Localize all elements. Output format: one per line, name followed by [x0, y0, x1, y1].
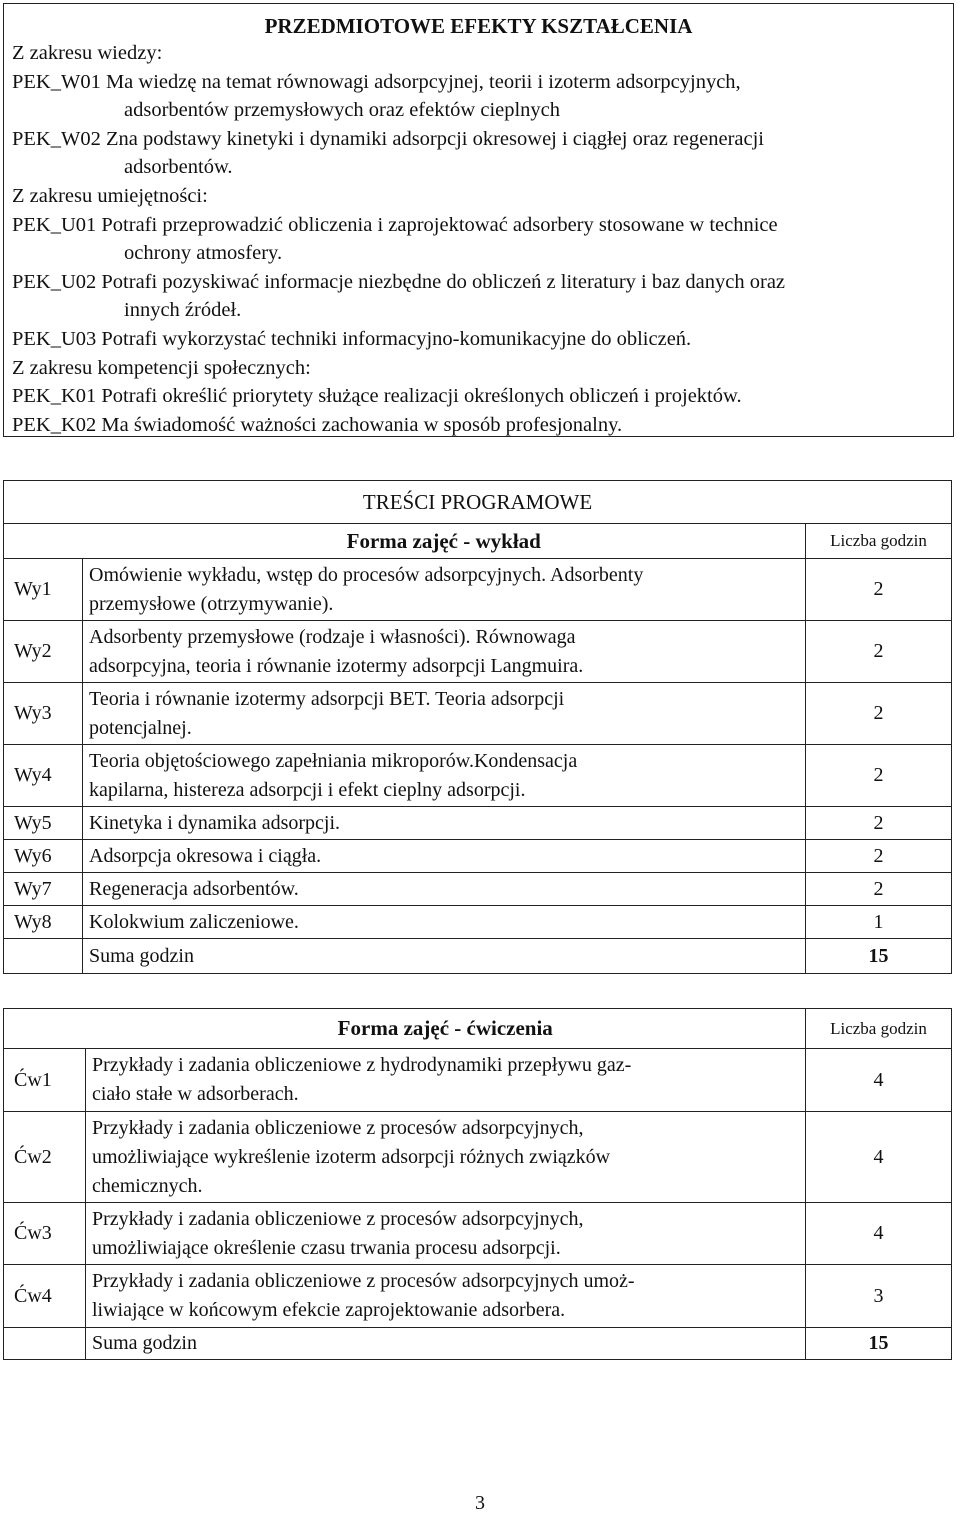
lecture-hours: 2: [806, 840, 952, 873]
topic-line: Przykłady i zadania obliczeniowe z procesów adsorpcyjnych,: [92, 1207, 584, 1230]
exercise-hours: 4: [806, 1112, 952, 1203]
lecture-hours: 2: [806, 621, 952, 683]
lecture-code: Wy2: [4, 621, 83, 683]
lecture-row: [4, 559, 952, 621]
outcome-line: PEK_U01 Potrafi przeprowadzić obliczenia i zaprojektować adsorbery stosowane w technice: [12, 213, 778, 236]
lecture-topic: [83, 807, 806, 840]
outcome-line: Z zakresu kompetencji społecznych:: [12, 356, 311, 379]
outcome-line: innych źródeł.: [124, 299, 242, 322]
exercise-code: Ćw1: [4, 1049, 86, 1112]
exercise-row: [4, 1112, 952, 1203]
outcome-line: PEK_K01 Potrafi określić priorytety służące realizacji określonych obliczeń i projektów.: [12, 385, 742, 408]
topic-line: przemysłowe (otrzymywanie).: [89, 592, 334, 615]
exercise-topic: [86, 1049, 806, 1112]
topic-line: Adsorpcja okresowa i ciągła.: [89, 844, 322, 867]
topic-line: umożliwiające określenie czasu trwania procesu adsorpcji.: [92, 1236, 561, 1259]
lecture-code: Wy8: [4, 906, 83, 939]
exercise-hours-header: Liczba godzin: [806, 1009, 952, 1049]
lecture-row: [4, 840, 952, 873]
lecture-hours-header: Liczba godzin: [806, 524, 952, 559]
lecture-code: Wy6: [4, 840, 83, 873]
topic-line: umożliwiające wykreślenie izoterm adsorpcji różnych związków: [92, 1145, 611, 1168]
exercise-hours: 3: [806, 1265, 952, 1328]
exercise-row: [4, 1203, 952, 1265]
outcome-line: adsorbentów przemysłowych oraz efektów cieplnych: [124, 99, 561, 122]
outcome-line: Z zakresu wiedzy:: [12, 42, 163, 64]
lecture-row: [4, 873, 952, 906]
lecture-topic: [83, 683, 806, 745]
outcome-line: Z zakresu umiejętności:: [12, 185, 208, 207]
program-content-title: TREŚCI PROGRAMOWE: [4, 481, 952, 524]
lecture-hours: 1: [806, 906, 952, 939]
topic-line: liwiające w końcowym efekcie zaprojektowanie adsorbera.: [92, 1299, 566, 1321]
lecture-hours: 2: [806, 807, 952, 840]
lecture-code: Wy1: [4, 559, 83, 621]
lecture-hours: 2: [806, 873, 952, 906]
topic-line: potencjalnej.: [89, 716, 192, 739]
lecture-code: Wy3: [4, 683, 83, 745]
exercise-code: Ćw4: [4, 1265, 86, 1328]
lecture-topic: [83, 621, 806, 683]
topic-line: Kolokwium zaliczeniowe.: [89, 910, 299, 933]
lecture-code: Wy7: [4, 873, 83, 906]
outcome-line: PEK_K02 Ma świadomość ważności zachowania w sposób profesjonalny.: [12, 413, 623, 436]
exercise-form-header: Forma zajęć - ćwiczenia: [86, 1009, 806, 1049]
lecture-code: Wy4: [4, 745, 83, 807]
lecture-row: [4, 807, 952, 840]
lecture-hours: 2: [806, 559, 952, 621]
exercise-topic: [86, 1112, 806, 1203]
exercise-hours: 4: [806, 1203, 952, 1265]
exercise-sum-label: Suma godzin: [86, 1328, 806, 1360]
lecture-form-header: Forma zajęć - wykład: [83, 524, 806, 559]
learning-outcomes-box: [3, 3, 954, 437]
exercise-topic: [86, 1265, 806, 1328]
exercise-sum-value: 15: [806, 1328, 952, 1360]
lecture-topic: [83, 906, 806, 939]
topic-line: Regeneracja adsorbentów.: [89, 877, 299, 900]
lecture-row: [4, 683, 952, 745]
lecture-topic: [83, 840, 806, 873]
lecture-code: Wy5: [4, 807, 83, 840]
outcome-line: PEK_U02 Potrafi pozyskiwać informacje niezbędne do obliczeń z literatury i baz danych oraz: [12, 270, 786, 293]
outcome-line: adsorbentów.: [124, 156, 233, 179]
topic-line: Przykłady i zadania obliczeniowe z procesów adsorpcyjnych,: [92, 1116, 584, 1139]
topic-line: Omówienie wykładu, wstęp do procesów adsorpcyjnych. Adsorbenty: [89, 563, 644, 586]
topic-line: Przykłady i zadania obliczeniowe z procesów adsorpcyjnych umoż-: [92, 1270, 635, 1292]
exercise-row: [4, 1049, 952, 1112]
topic-line: Teoria i równanie izotermy adsorpcji BET. Teoria adsorpcji: [89, 687, 565, 710]
lecture-row: [4, 621, 952, 683]
exercise-topic: [86, 1203, 806, 1265]
lecture-hours: 2: [806, 745, 952, 807]
exercise-program-table: [3, 1008, 952, 1360]
exercise-hours: 4: [806, 1049, 952, 1112]
exercise-code: Ćw2: [4, 1112, 86, 1203]
topic-line: Teoria objętościowego zapełniania mikroporów.Kondensacja: [89, 749, 578, 772]
exercise-sum-row: [4, 1328, 952, 1360]
exercise-row: [4, 1265, 952, 1328]
topic-line: kapilarna, histereza adsorpcji i efekt cieplny adsorpcji.: [89, 778, 526, 801]
topic-line: ciało stałe w adsorberach.: [92, 1083, 299, 1105]
learning-outcomes-title: PRZEDMIOTOWE EFEKTY KSZTAŁCENIA: [264, 14, 693, 38]
lecture-program-table: [3, 480, 952, 974]
outcome-line: PEK_W02 Zna podstawy kinetyki i dynamiki adsorpcji okresowej i ciągłej oraz regeneracji: [12, 127, 765, 150]
topic-line: chemicznych.: [92, 1174, 203, 1197]
exercise-code: Ćw3: [4, 1203, 86, 1265]
page-number: 3: [475, 1492, 485, 1514]
lecture-row: [4, 906, 952, 939]
outcome-line: PEK_U03 Potrafi wykorzystać techniki informacyjno-komunikacyjne do obliczeń.: [12, 328, 692, 350]
lecture-sum-value: 15: [806, 939, 952, 974]
topic-line: Adsorbenty przemysłowe (rodzaje i własności). Równowaga: [89, 625, 576, 648]
lecture-topic: [83, 559, 806, 621]
lecture-sum-label: Suma godzin: [83, 939, 806, 974]
outcome-line: PEK_W01 Ma wiedzę na temat równowagi adsorpcyjnej, teorii i izoterm adsorpcyjnych,: [12, 70, 741, 93]
lecture-hours: 2: [806, 683, 952, 745]
lecture-topic: [83, 745, 806, 807]
lecture-topic: [83, 873, 806, 906]
outcome-line: ochrony atmosfery.: [124, 242, 283, 265]
topic-line: Przykłady i zadania obliczeniowe z hydrodynamiki przepływu gaz-: [92, 1054, 632, 1076]
lecture-sum-row: [4, 939, 952, 974]
lecture-row: [4, 745, 952, 807]
topic-line: adsorpcyjna, teoria i równanie izotermy adsorpcji Langmuira.: [89, 654, 584, 677]
topic-line: Kinetyka i dynamika adsorpcji.: [89, 811, 341, 834]
